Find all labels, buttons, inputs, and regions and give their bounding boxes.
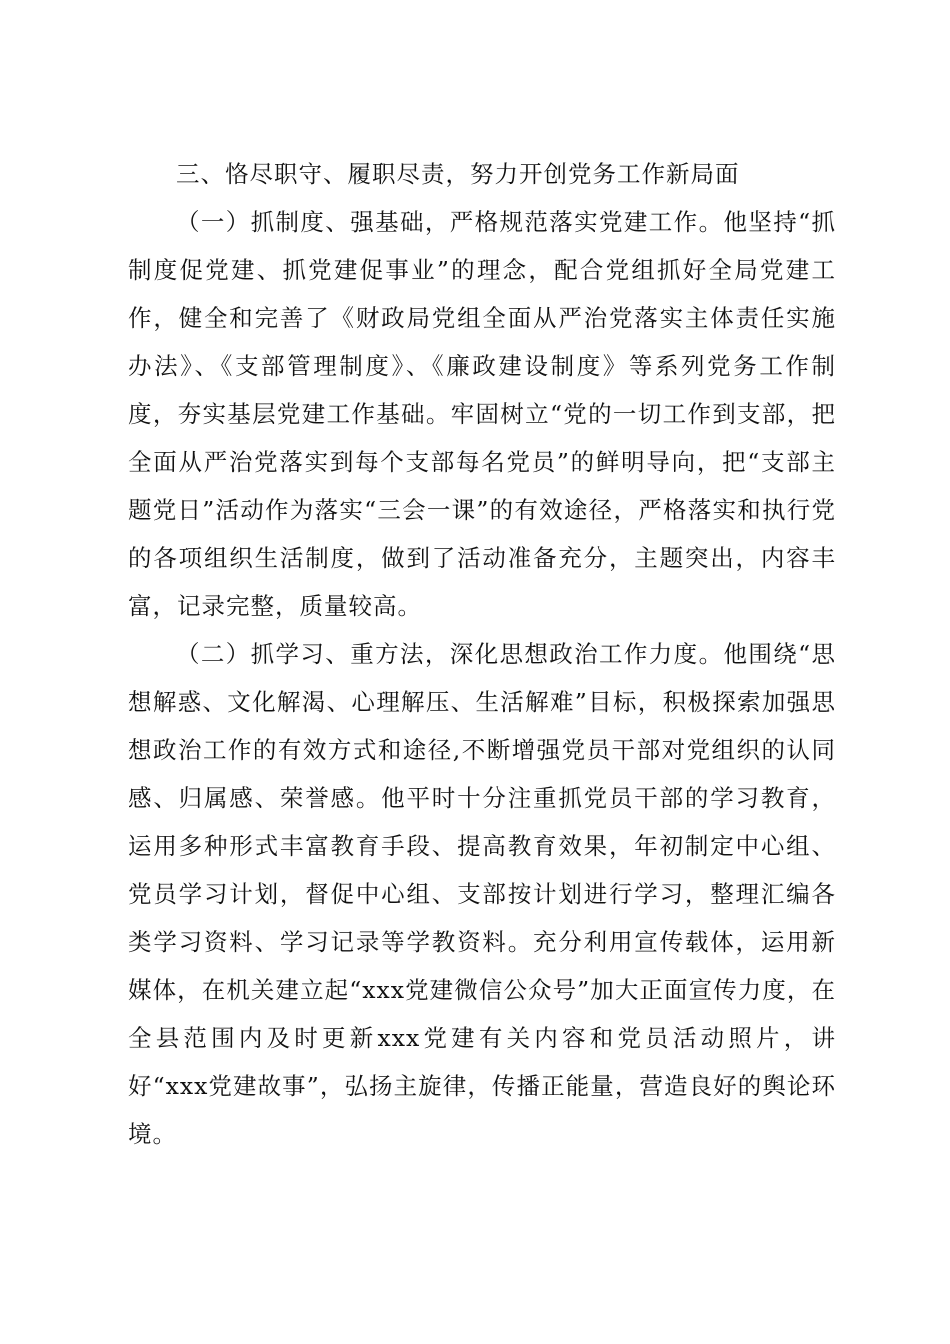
paragraph-body: 他坚持“抓制度促党建、抓党建促事业”的理念，配合党组抓好全局党建工作，健全和完善了《财政局党组全面从严治党落实主体责任实施办法》、《支部管理制度》、《廉政建设制度》等系列党务工作制度，夯实基层党建工作基础。牢固树立“党的一切工作到支部，把全面从严治党落实到每个支部每名党员”的鲜明导向，把“支部主题党日”活动作为落实“三会一课”的有效途径，严格落实和执行党的各项组织生活制度，做到了活动准备充分，主题突出，内容丰富，记录完整，质量较高。 bbox=[128, 208, 837, 620]
document-body bbox=[128, 150, 836, 1158]
paragraph-lead: （二）抓学习、重方法，深化思想政治工作力度。 bbox=[176, 640, 724, 668]
paragraph-study-methods bbox=[128, 630, 836, 1158]
section-heading: 三、恪尽职守、履职尽责，努力开创党务工作新局面 bbox=[176, 160, 740, 188]
paragraph-lead: （一）抓制度、强基础，严格规范落实党建工作。 bbox=[176, 208, 724, 236]
paragraph-body: 他围绕“思想解惑、文化解渴、心理解压、生活解难”目标，积极探索加强思想政治工作的有效方式和途径,不断增强党员干部对党组织的认同感、归属感、荣誉感。他平时十分注重抓党员干部的学习教育，运用多种形式丰富教育手段、提高教育效果，年初制定中心组、党员学习计划，督促中心组、支部按计划进行学习，整理汇编各类学习资料、学习记录等学教资料。充分利用宣传载体，运用新媒体，在机关建立起“xxx党建微信公众号”加大正面宣传力度，在全县范围内及时更新xxx党建有关内容和党员活动照片，讲好“xxx党建故事”，弘扬主旋律，传播正能量，营造良好的舆论环境。 bbox=[128, 640, 837, 1148]
paragraph-system-building bbox=[128, 198, 836, 630]
